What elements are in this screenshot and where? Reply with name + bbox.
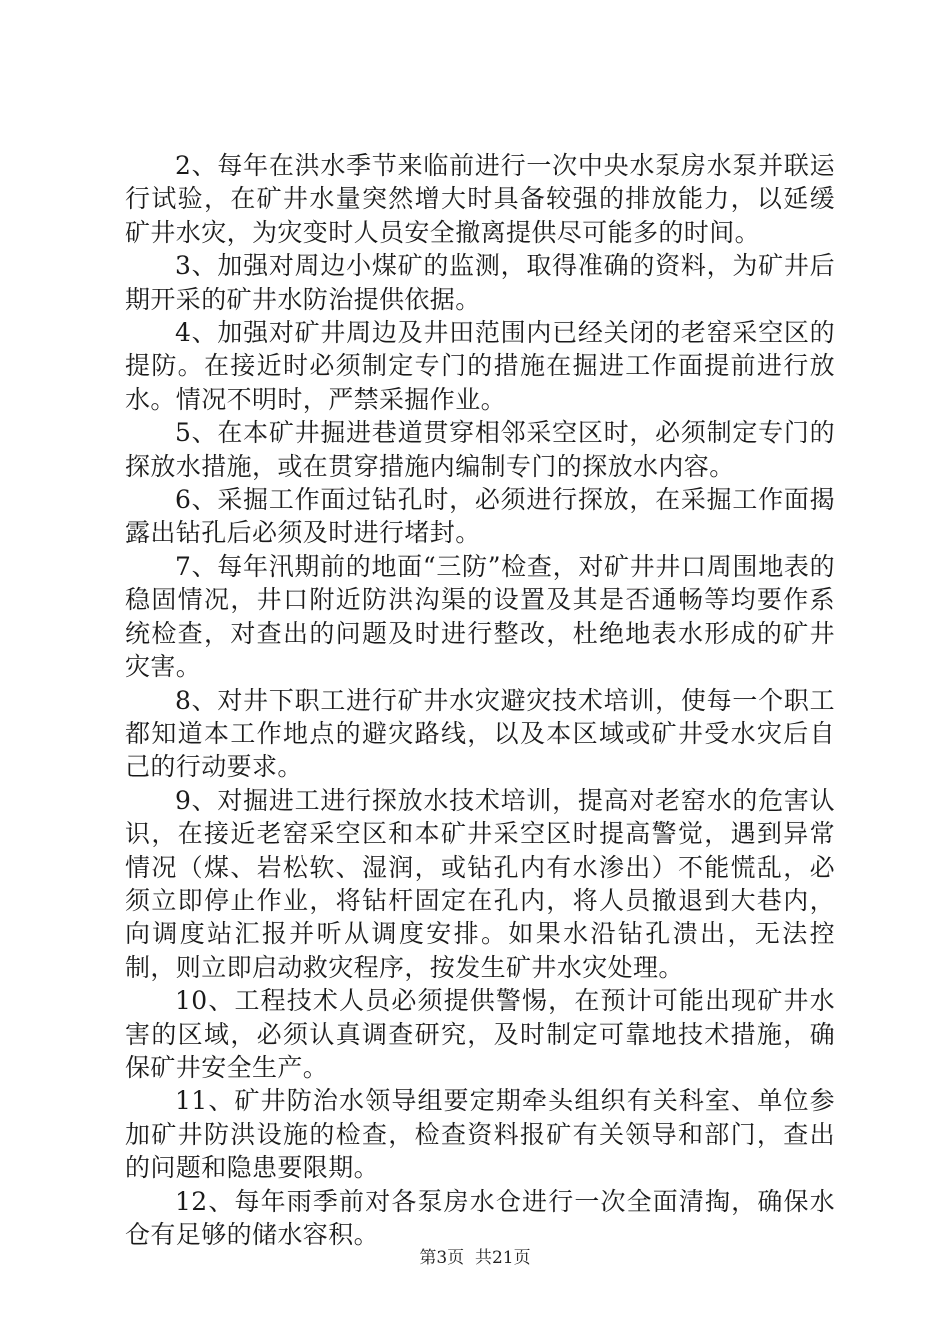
paragraph-8: 8、对井下职工进行矿井水灾避灾技术培训，使每一个职工都知道本工作地点的避灾路线，以及本区域或矿井受水灾后自己的行动要求。 — [125, 685, 835, 782]
paragraph-12: 12、每年雨季前对各泵房水仓进行一次全面清掏，确保水仓有足够的储水容积。 — [125, 1186, 835, 1249]
paragraph-5: 5、在本矿井掘进巷道贯穿相邻采空区时，必须制定专门的探放水措施，或在贯穿措施内编制专门的探放水内容。 — [125, 418, 835, 481]
paragraph-7: 7、每年汛期前的地面“三防”检查，对矿井井口周围地表的稳固情况，井口附近防洪沟渠的设置及其是否通畅等均要作系统检查，对查出的问题及时进行整改，杜绝地表水形成的矿井灾害。 — [125, 551, 835, 682]
document-body — [125, 149, 835, 1251]
paragraph-3: 3、加强对周边小煤矿的监测，取得准确的资料，为矿井后期开采的矿井水防治提供依据。 — [125, 251, 835, 314]
paragraph-11: 11、矿井防治水领导组要定期牵头组织有关科室、单位参加矿井防洪设施的检查，检查资料报矿有关领导和部门，查出的问题和隐患要限期。 — [125, 1086, 835, 1183]
paragraph-9: 9、对掘进工进行探放水技术培训，提高对老窑水的危害认识，在接近老窑采空区和本矿井采空区时提高警觉，遇到异常情况（煤、岩松软、湿润，或钻孔内有水渗出）不能慌乱，必须立即停止作业，将钻杆固定在孔内，将人员撤退到大巷内，向调度站汇报并听从调度安排。如果水沿钻孔溃出，无法控制，则立即启动救灾程序，按发生矿井水灾处理。 — [125, 785, 835, 982]
paragraph-2: 2、每年在洪水季节来临前进行一次中央水泵房水泵并联运行试验，在矿井水量突然增大时具备较强的排放能力，以延缓矿井水灾，为灾变时人员安全撤离提供尽可能多的时间。 — [125, 151, 835, 247]
paragraph-6: 6、采掘工作面过钻孔时，必须进行探放，在采掘工作面揭露出钻孔后必须及时进行堵封。 — [125, 485, 835, 548]
page-number-footer: 第3页 共21页 — [419, 1248, 531, 1268]
paragraph-10: 10、工程技术人员必须提供警惕，在预计可能出现矿井水害的区域，必须认真调查研究，及时制定可靠地技术措施，确保矿井安全生产。 — [125, 986, 835, 1082]
paragraph-4: 4、加强对矿井周边及井田范围内已经关闭的老窑采空区的提防。在接近时必须制定专门的措施在掘进工作面提前进行放水。情况不明时，严禁采掘作业。 — [125, 318, 835, 414]
